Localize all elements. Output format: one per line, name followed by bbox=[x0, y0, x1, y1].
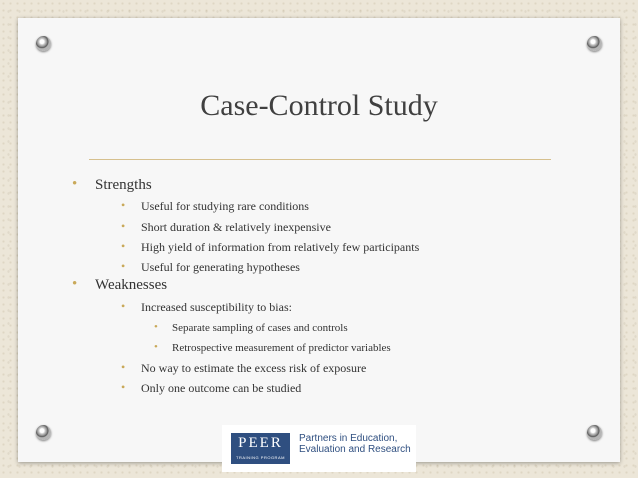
pushpin-icon bbox=[587, 425, 602, 440]
list-item-text: Useful for generating hypotheses bbox=[141, 260, 300, 274]
list-item-text: Only one outcome can be studied bbox=[141, 381, 302, 395]
list-item bbox=[121, 380, 302, 396]
list-item-strengths bbox=[72, 176, 152, 194]
bullet-icon: • bbox=[121, 299, 126, 313]
logo-text bbox=[299, 433, 411, 455]
title-divider bbox=[89, 159, 551, 160]
section-label: Weaknesses bbox=[95, 277, 168, 293]
list-item-text: High yield of information from relatively few participants bbox=[141, 240, 420, 254]
pushpin-icon bbox=[587, 36, 602, 51]
list-item bbox=[121, 219, 331, 235]
bullet-icon: • bbox=[121, 239, 126, 253]
list-item bbox=[121, 299, 292, 315]
list-subitem-text: Retrospective measurement of predictor variables bbox=[172, 342, 391, 354]
bullet-icon: • bbox=[154, 341, 158, 353]
bullet-icon: • bbox=[121, 360, 126, 374]
bullet-icon: • bbox=[72, 176, 78, 192]
list-item bbox=[121, 360, 367, 376]
logo-line-1: Partners in Education, bbox=[299, 433, 398, 444]
list-subitem-text: Separate sampling of cases and controls bbox=[172, 322, 348, 334]
list-item-text: No way to estimate the excess risk of exposure bbox=[141, 361, 367, 375]
logo-abbr: PEER bbox=[238, 435, 283, 451]
section-label: Strengths bbox=[95, 177, 152, 193]
list-item bbox=[121, 239, 420, 255]
list-item-text: Short duration & relatively inexpensive bbox=[141, 220, 331, 234]
list-item-text: Useful for studying rare conditions bbox=[141, 199, 309, 213]
list-subitem bbox=[154, 321, 348, 334]
bullet-icon: • bbox=[121, 380, 126, 394]
list-item bbox=[121, 198, 309, 214]
bullet-icon: • bbox=[121, 198, 126, 212]
bullet-icon: • bbox=[121, 259, 126, 273]
logo-line-2: Evaluation and Research bbox=[299, 444, 411, 455]
list-item bbox=[121, 259, 300, 275]
slide-title: Case-Control Study bbox=[200, 89, 438, 122]
list-item-weaknesses bbox=[72, 276, 168, 294]
bullet-icon: • bbox=[121, 219, 126, 233]
logo-badge bbox=[231, 433, 290, 464]
logo-subtitle: TRAINING PROGRAM bbox=[236, 455, 285, 460]
bullet-icon: • bbox=[154, 321, 158, 333]
list-item-text: Increased susceptibility to bias: bbox=[141, 300, 292, 314]
peer-logo bbox=[222, 425, 416, 472]
pushpin-icon bbox=[36, 36, 51, 51]
bullet-icon: • bbox=[72, 276, 78, 292]
pushpin-icon bbox=[36, 425, 51, 440]
list-subitem bbox=[154, 341, 391, 354]
